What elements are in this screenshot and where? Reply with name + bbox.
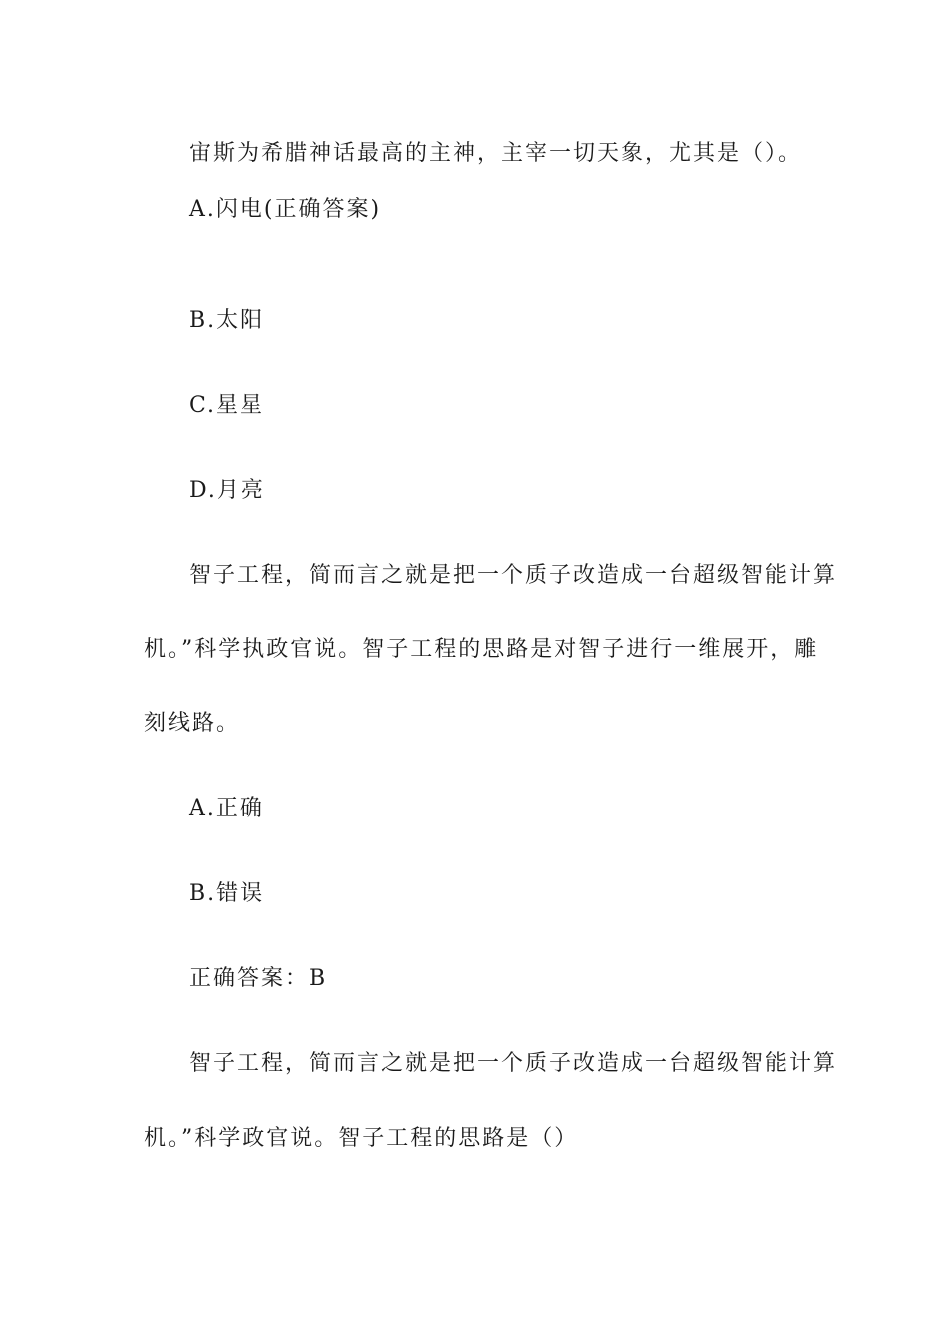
question-2-stem-line-3: 刻线路。 [144, 711, 241, 736]
question-2-answer: 正确答案：B [189, 966, 328, 991]
question-2-option-a: A.正确 [189, 796, 264, 821]
question-2-stem-line-2: 机。”科学执政官说。智子工程的思路是对智子进行一维展开，雕 [144, 637, 819, 662]
question-2-stem-line-1: 智子工程，简而言之就是把一个质子改造成一台超级智能计算 [189, 563, 838, 588]
question-1-option-c: C.星星 [189, 393, 265, 418]
question-1-option-d: D.月亮 [189, 478, 265, 503]
question-2-option-b: B.错误 [189, 881, 265, 906]
question-1-option-a: A.闪电(正确答案) [189, 197, 382, 222]
question-3-stem-line-1: 智子工程，简而言之就是把一个质子改造成一台超级智能计算 [189, 1051, 838, 1076]
question-1-stem: 宙斯为希腊神话最高的主神，主宰一切天象，尤其是（）。 [189, 141, 803, 166]
question-1-option-b: B.太阳 [189, 308, 265, 333]
question-3-stem-line-2: 机。”科学政官说。智子工程的思路是（） [144, 1126, 579, 1151]
